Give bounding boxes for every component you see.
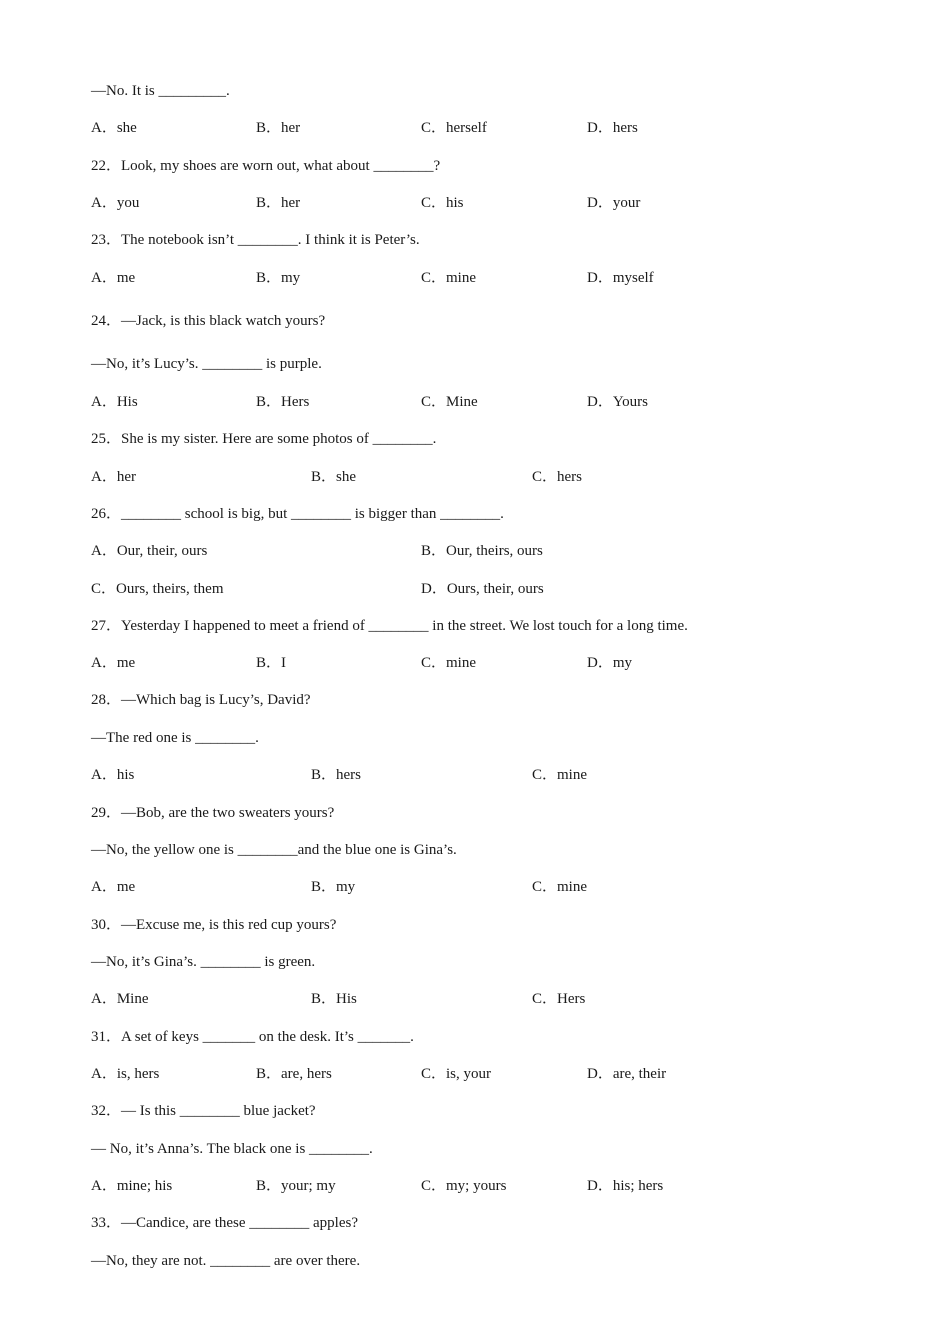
question-line: —No, it’s Gina’s. ________ is green. [91, 954, 316, 970]
question-line: —No, it’s Lucy’s. ________ is purple. [91, 356, 322, 372]
answer-option: A．her [91, 469, 136, 485]
question-line: 26．________ school is big, but ________ is bigger than ________. [91, 506, 504, 522]
answer-option: C．mine [421, 655, 476, 671]
answer-option: D．are, their [587, 1066, 667, 1082]
question-line: 25．She is my sister. Here are some photos of ________. [91, 431, 437, 447]
answer-option: C．is, your [421, 1066, 492, 1082]
answer-option: D．myself [587, 270, 654, 286]
answer-option: A．me [91, 879, 136, 895]
answer-option: C．my; yours [421, 1178, 507, 1194]
answer-option: A．Our, their, ours [91, 543, 208, 559]
question-line: 30．—Excuse me, is this red cup yours? [91, 917, 337, 933]
answer-option: C．his [421, 195, 464, 211]
question-line: —No, they are not. ________ are over there. [91, 1253, 361, 1269]
question-line: 33．—Candice, are these ________ apples? [91, 1215, 359, 1231]
answer-option: A．she [91, 120, 137, 136]
question-line: —The red one is ________. [91, 730, 259, 746]
question-line: 31．A set of keys _______ on the desk. It’s _______. [91, 1029, 414, 1045]
answer-option: A．his [91, 767, 135, 783]
answer-option: C．Mine [421, 394, 478, 410]
answer-option: C．herself [421, 120, 487, 136]
answer-option: D．your [587, 195, 641, 211]
answer-option: B．hers [311, 767, 361, 783]
answer-option: B．are, hers [256, 1066, 332, 1082]
answer-option: B．Our, theirs, ours [421, 543, 543, 559]
answer-option: B．her [256, 120, 301, 136]
question-line: — No, it’s Anna’s. The black one is ________. [91, 1141, 373, 1157]
answer-option: B．I [256, 655, 287, 671]
answer-option: D．his; hers [587, 1178, 664, 1194]
answer-option: C．mine [421, 270, 476, 286]
question-line: 27．Yesterday I happened to meet a friend of ________ in the street. We lost touch for a long time. [91, 618, 688, 634]
question-line: 22．Look, my shoes are worn out, what about ________? [91, 158, 441, 174]
answer-option: B．my [311, 879, 356, 895]
question-line: 24．—Jack, is this black watch yours? [91, 313, 326, 329]
answer-option: A．me [91, 655, 136, 671]
answer-option: C．hers [532, 469, 582, 485]
answer-option: C．Ours, theirs, them [91, 581, 224, 597]
answer-option: A．you [91, 195, 140, 211]
question-line: 28．—Which bag is Lucy’s, David? [91, 692, 311, 708]
answer-option: A．me [91, 270, 136, 286]
answer-option: C．mine [532, 879, 587, 895]
answer-option: A．mine; his [91, 1178, 173, 1194]
answer-option: C．mine [532, 767, 587, 783]
answer-option: B．His [311, 991, 357, 1007]
answer-option: B．your; my [256, 1178, 336, 1194]
question-line: 23．The notebook isn’t ________. I think it is Peter’s. [91, 232, 420, 248]
answer-option: C．Hers [532, 991, 586, 1007]
question-line: 32．— Is this ________ blue jacket? [91, 1103, 316, 1119]
answer-option: D．hers [587, 120, 638, 136]
question-line: 29．—Bob, are the two sweaters yours? [91, 805, 335, 821]
answer-option: A．is, hers [91, 1066, 160, 1082]
answer-option: A．Mine [91, 991, 149, 1007]
answer-option: A．His [91, 394, 138, 410]
answer-option: D．Ours, their, ours [421, 581, 544, 597]
answer-option: B．she [311, 469, 357, 485]
answer-option: B．her [256, 195, 301, 211]
question-line: —No, the yellow one is ________and the blue one is Gina’s. [91, 842, 457, 858]
answer-option: D．my [587, 655, 633, 671]
question-line: —No. It is _________. [91, 83, 230, 99]
answer-option: B．Hers [256, 394, 310, 410]
answer-option: D．Yours [587, 394, 648, 410]
answer-option: B．my [256, 270, 301, 286]
